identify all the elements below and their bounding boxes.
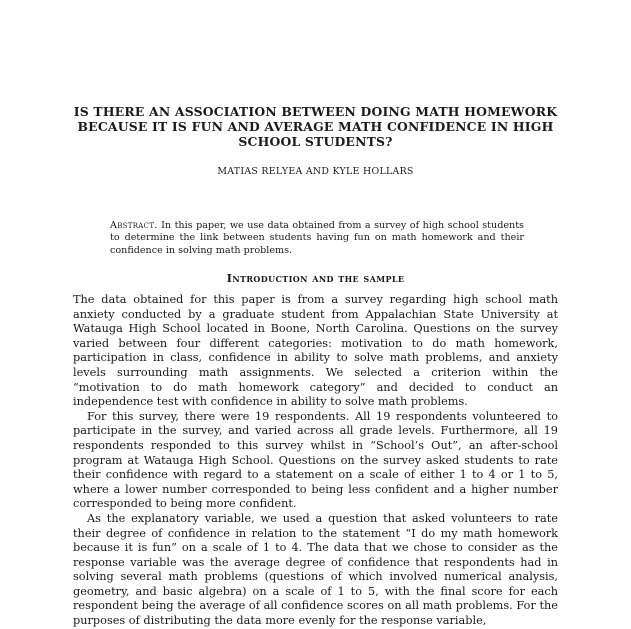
body-text: [73, 293, 558, 629]
paper-authors: MATIAS RELYEA AND KYLE HOLLARS: [217, 166, 414, 177]
abstract: [110, 220, 524, 257]
section-heading: Introduction and the sample: [226, 271, 405, 285]
paper-title: IS THERE AN ASSOCIATION BETWEEN DOING MATH HOMEWORK BECAUSE IT IS FUN AND AVERAGE MATH CONFIDENCE IN HIGH SCHOOL STUDENTS?: [73, 104, 558, 149]
abstract-label: Abstract.: [110, 220, 158, 231]
paragraph-3: As the explanatory variable, we used a question that asked volunteers to rate their degree of confidence in relation to the statement “I do my math homework because it is fun” on a scale of 1 to 4. The data that we chose to consider as the response variable was the average degree of confidence that respondents had in solving several math problems (questions of which involved numerical analysis, geometry, and basic algebra) on a scale of 1 to 5, with the final score for each respondent being the average of all confidence scores on all math problems. For the purposes of distributing the data more evenly for the response variable,: [73, 511, 558, 628]
abstract-text: In this paper, we use data obtained from a survey of high school students to determine the link between students having fun on math homework and their confidence in solving math problems.: [110, 220, 524, 256]
paragraph-1: The data obtained for this paper is from a survey regarding high school math anxiety conducted by a graduate student from Appalachian State University at Watauga High School located in Boone, North Carolina. Questions on the survey varied between four different categories: motivation to do math homework, participation in class, confidence in ability to solve math problems, and anxiety levels surrounding math assignments. We selected a criterion within the “motivation to do math homework category” and decided to conduct an independence test with confidence in ability to solve math problems.: [73, 293, 558, 409]
paragraph-2: For this survey, there were 19 respondents. All 19 respondents volunteered to participate in the survey, and varied across all grade levels. Furthermore, all 19 respondents responded to this survey whilst in “School’s Out”, an after-school program at Watauga High School. Questions on the survey asked students to rate their confidence with regard to a statement on a scale of either 1 to 4 or 1 to 5, where a lower number corresponded to being less confident and a higher number corresponded to being more confident.: [73, 409, 558, 511]
